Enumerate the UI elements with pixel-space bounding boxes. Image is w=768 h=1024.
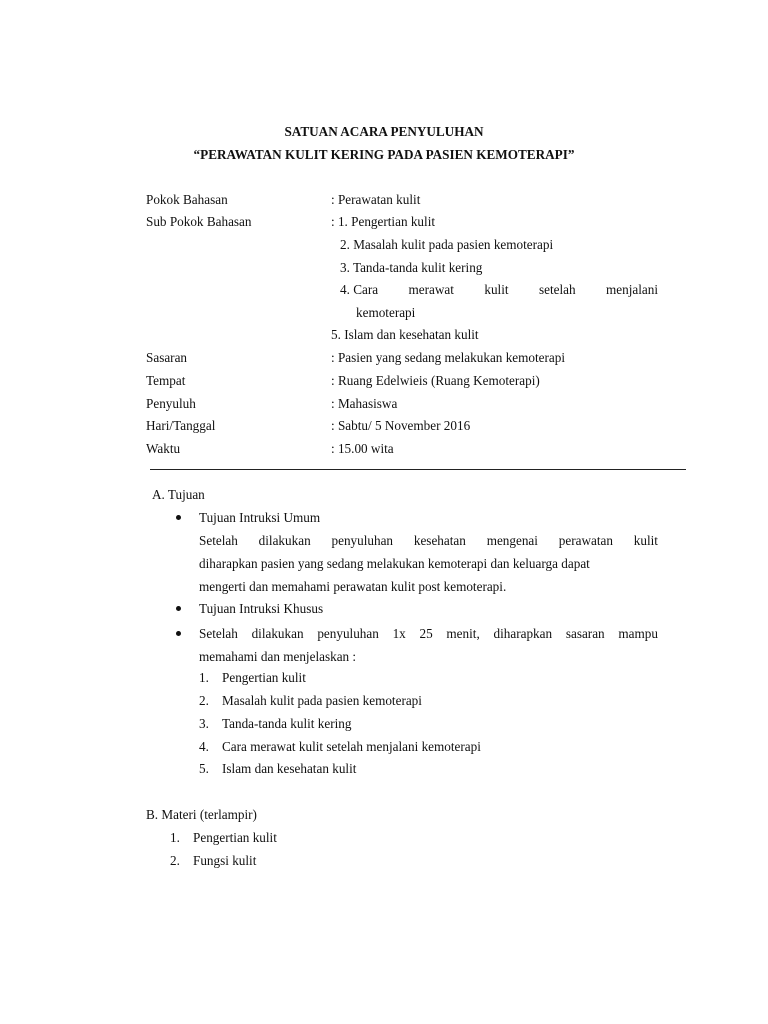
sasaran-value: : Pasien yang sedang melakukan kemoterapi bbox=[331, 350, 566, 365]
document-subtitle: “PERAWATAN KULIT KERING PADA PASIEN KEMOTERAPI” bbox=[193, 147, 575, 162]
list-item: Pengertian kulit bbox=[193, 830, 277, 845]
list-item-number: 1. bbox=[199, 670, 209, 685]
list-item: Masalah kulit pada pasien kemoterapi bbox=[222, 693, 422, 708]
sub-pokok-item-continuation: kemoterapi bbox=[356, 305, 416, 320]
word: penyuluhan bbox=[331, 533, 394, 548]
list-item: Cara merawat kulit setelah menjalani kemoterapi bbox=[222, 739, 481, 754]
word: setelah bbox=[538, 282, 576, 297]
document-title: SATUAN ACARA PENYULUHAN bbox=[284, 124, 484, 139]
list-item-number: 5. bbox=[199, 761, 209, 776]
tujuan-khusus-line: memahami dan menjelaskan : bbox=[199, 649, 357, 664]
hari-tanggal-value: : Sabtu/ 5 November 2016 bbox=[331, 418, 471, 433]
section-b-heading: B. Materi (terlampir) bbox=[146, 807, 257, 822]
sub-pokok-bahasan-label: Sub Pokok Bahasan bbox=[146, 214, 252, 229]
bullet-icon bbox=[176, 631, 181, 636]
word: penyuluhan bbox=[317, 626, 379, 641]
hari-tanggal-label: Hari/Tanggal bbox=[146, 418, 216, 433]
sub-pokok-item: 5. Islam dan kesehatan kulit bbox=[331, 327, 479, 342]
sub-pokok-item: 3. Tanda-tanda kulit kering bbox=[340, 260, 483, 275]
list-item-number: 2. bbox=[199, 693, 209, 708]
tempat-value: : Ruang Edelwieis (Ruang Kemoterapi) bbox=[331, 373, 540, 388]
sub-pokok-item: 2. Masalah kulit pada pasien kemoterapi bbox=[340, 237, 554, 252]
word: dilakukan bbox=[258, 533, 311, 548]
word: kulit bbox=[633, 533, 658, 548]
penyuluh-label: Penyuluh bbox=[146, 396, 196, 411]
waktu-label: Waktu bbox=[146, 441, 181, 456]
word: 4. Cara bbox=[340, 282, 379, 297]
word: 1x bbox=[392, 626, 406, 641]
word: 25 bbox=[419, 626, 433, 641]
sasaran-label: Sasaran bbox=[146, 350, 188, 365]
list-item: Tanda-tanda kulit kering bbox=[222, 716, 352, 731]
word: mengenai bbox=[486, 533, 538, 548]
tujuan-khusus-line-justified bbox=[199, 627, 658, 640]
word: dilakukan bbox=[251, 626, 304, 641]
penyuluh-value: : Mahasiswa bbox=[331, 396, 398, 411]
list-item: Fungsi kulit bbox=[193, 853, 257, 868]
tujuan-khusus-title: Tujuan Intruksi Khusus bbox=[199, 601, 324, 616]
list-item-number: 2. bbox=[170, 853, 180, 868]
word: kesehatan bbox=[413, 533, 466, 548]
tujuan-umum-title: Tujuan Intruksi Umum bbox=[199, 510, 321, 525]
list-item-number: 4. bbox=[199, 739, 209, 754]
tempat-label: Tempat bbox=[146, 373, 186, 388]
word: Setelah bbox=[199, 626, 238, 641]
list-item-number: 3. bbox=[199, 716, 209, 731]
pokok-bahasan-label: Pokok Bahasan bbox=[146, 192, 228, 207]
bullet-icon bbox=[176, 515, 181, 520]
divider-rule bbox=[150, 469, 686, 470]
word: perawatan bbox=[558, 533, 613, 548]
word: sasaran bbox=[565, 626, 605, 641]
tujuan-umum-line-justified bbox=[199, 534, 658, 547]
list-item: Islam dan kesehatan kulit bbox=[222, 761, 357, 776]
word: menit, bbox=[446, 626, 480, 641]
sub-pokok-item-justified bbox=[340, 283, 658, 296]
sub-pokok-item: : 1. Pengertian kulit bbox=[331, 214, 436, 229]
word: diharapkan bbox=[493, 626, 553, 641]
waktu-value: : 15.00 wita bbox=[331, 441, 394, 456]
tujuan-umum-line: diharapkan pasien yang sedang melakukan kemoterapi dan keluarga dapat bbox=[199, 556, 590, 571]
word: menjalani bbox=[606, 282, 658, 297]
word: mampu bbox=[618, 626, 658, 641]
tujuan-umum-line: mengerti dan memahami perawatan kulit post kemoterapi. bbox=[199, 579, 507, 594]
section-a-heading: A. Tujuan bbox=[152, 487, 205, 502]
word: merawat bbox=[408, 282, 454, 297]
list-item: Pengertian kulit bbox=[222, 670, 306, 685]
list-item-number: 1. bbox=[170, 830, 180, 845]
word: kulit bbox=[484, 282, 509, 297]
pokok-bahasan-value: : Perawatan kulit bbox=[331, 192, 421, 207]
bullet-icon bbox=[176, 606, 181, 611]
word: Setelah bbox=[199, 533, 238, 548]
